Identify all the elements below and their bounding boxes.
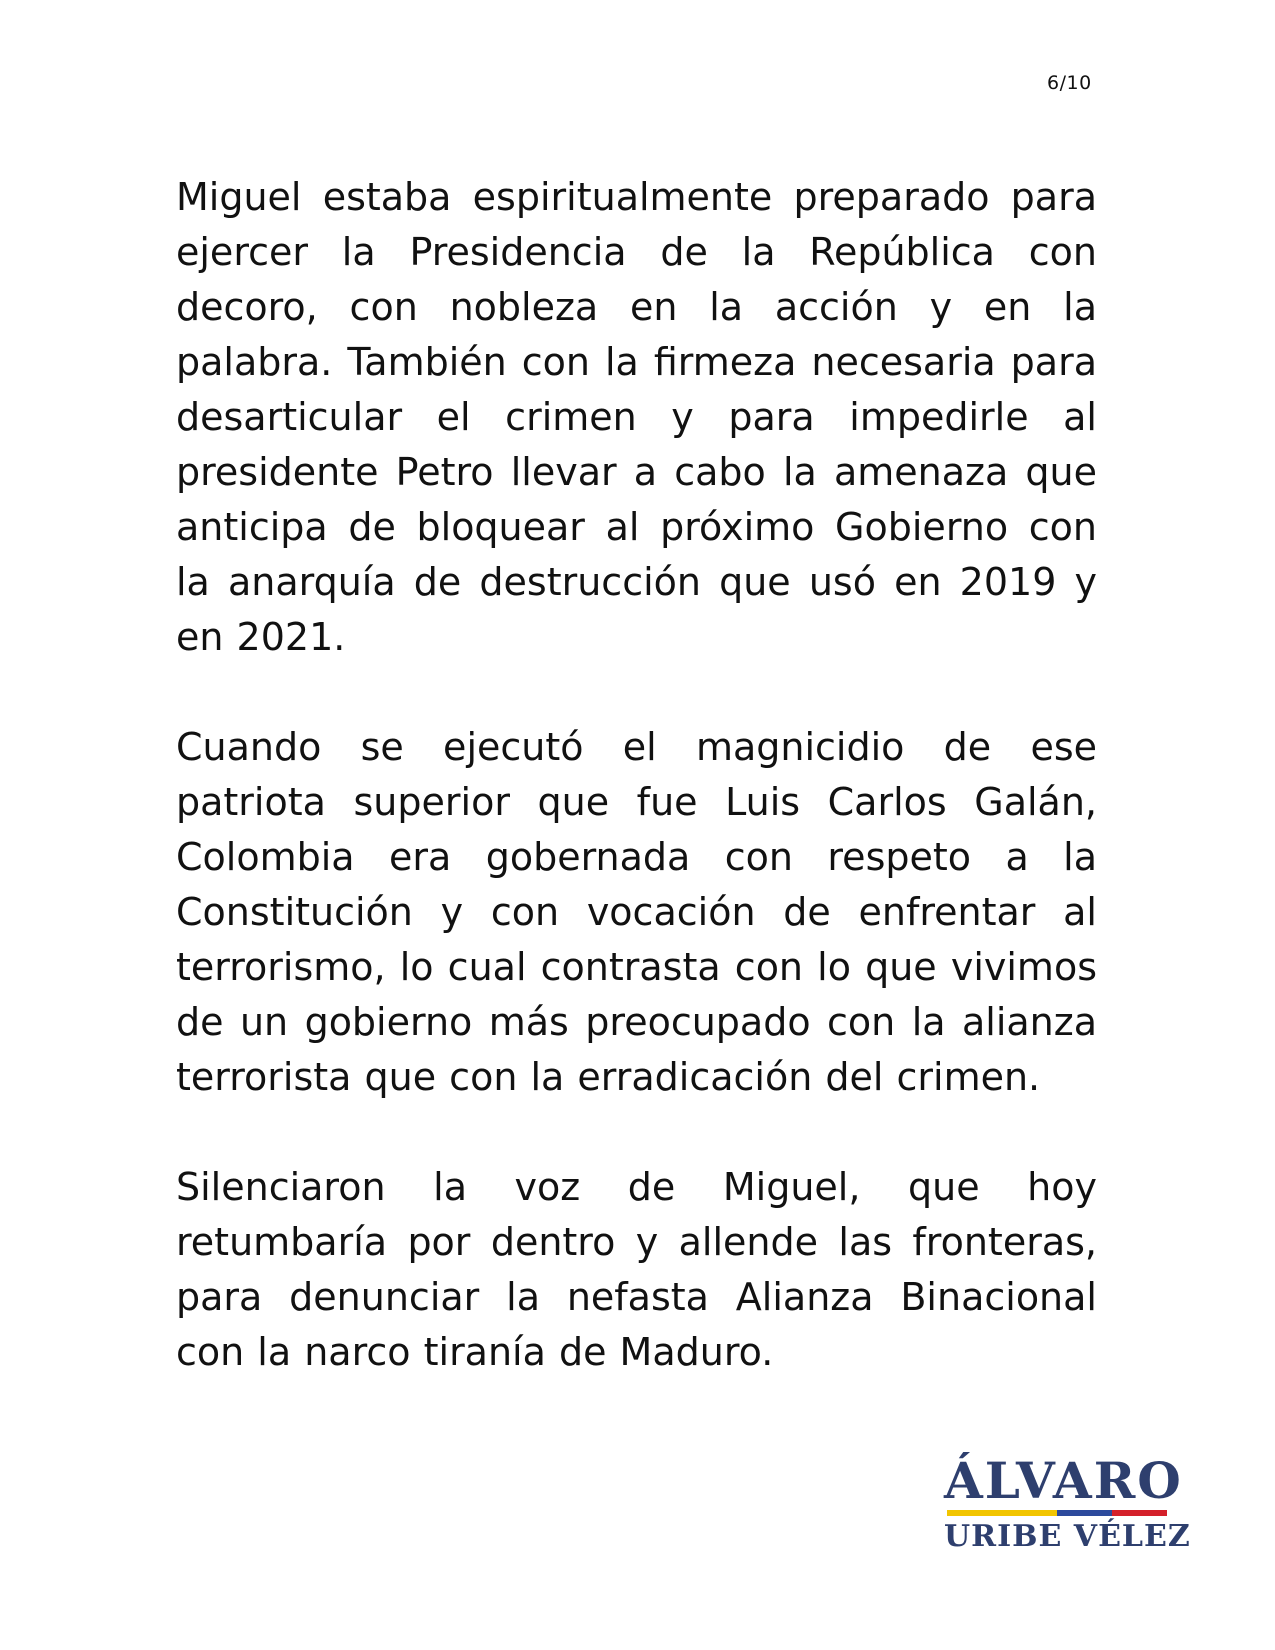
flag-stripe-red [1112,1510,1167,1516]
logo-first-name: ÁLVARO [944,1451,1183,1510]
document-body [176,170,1097,1435]
flag-stripe-blue [1057,1510,1112,1516]
paragraph: Silenciaron la voz de Miguel, que hoy retumbaría por dentro y allende las fronteras, para denunciar la nefasta Alianza Binacional con la narco tiranía de Maduro. [176,1165,1097,1374]
paragraph: Miguel estaba espiritualmente preparado para ejercer la Presidencia de la República con decoro, con nobleza en la acción y en la palabra. También con la firmeza necesaria para desarticular el crimen y para impedirle al presidente Petro llevar a cabo la amenaza que anticipa de bloquear al próximo Gobierno con la anarquía de destrucción que usó en 2019 y en 2021. [176,175,1097,659]
paragraph: Cuando se ejecutó el magnicidio de ese patriota superior que fue Luis Carlos Galán, Colombia era gobernada con respeto a la Constitución y con vocación de enfrentar al terrorismo, lo cual contrasta con lo que vivimos de un gobierno más preocupado con la alianza terrorista que con la erradicación del crimen. [176,725,1097,1099]
flag-stripe-yellow [947,1510,1057,1516]
page-number: 6/10 [1047,72,1092,94]
flag-stripe [947,1510,1167,1516]
signature-logo [944,1451,1191,1554]
logo-surname: URIBE VÉLEZ [944,1519,1191,1554]
